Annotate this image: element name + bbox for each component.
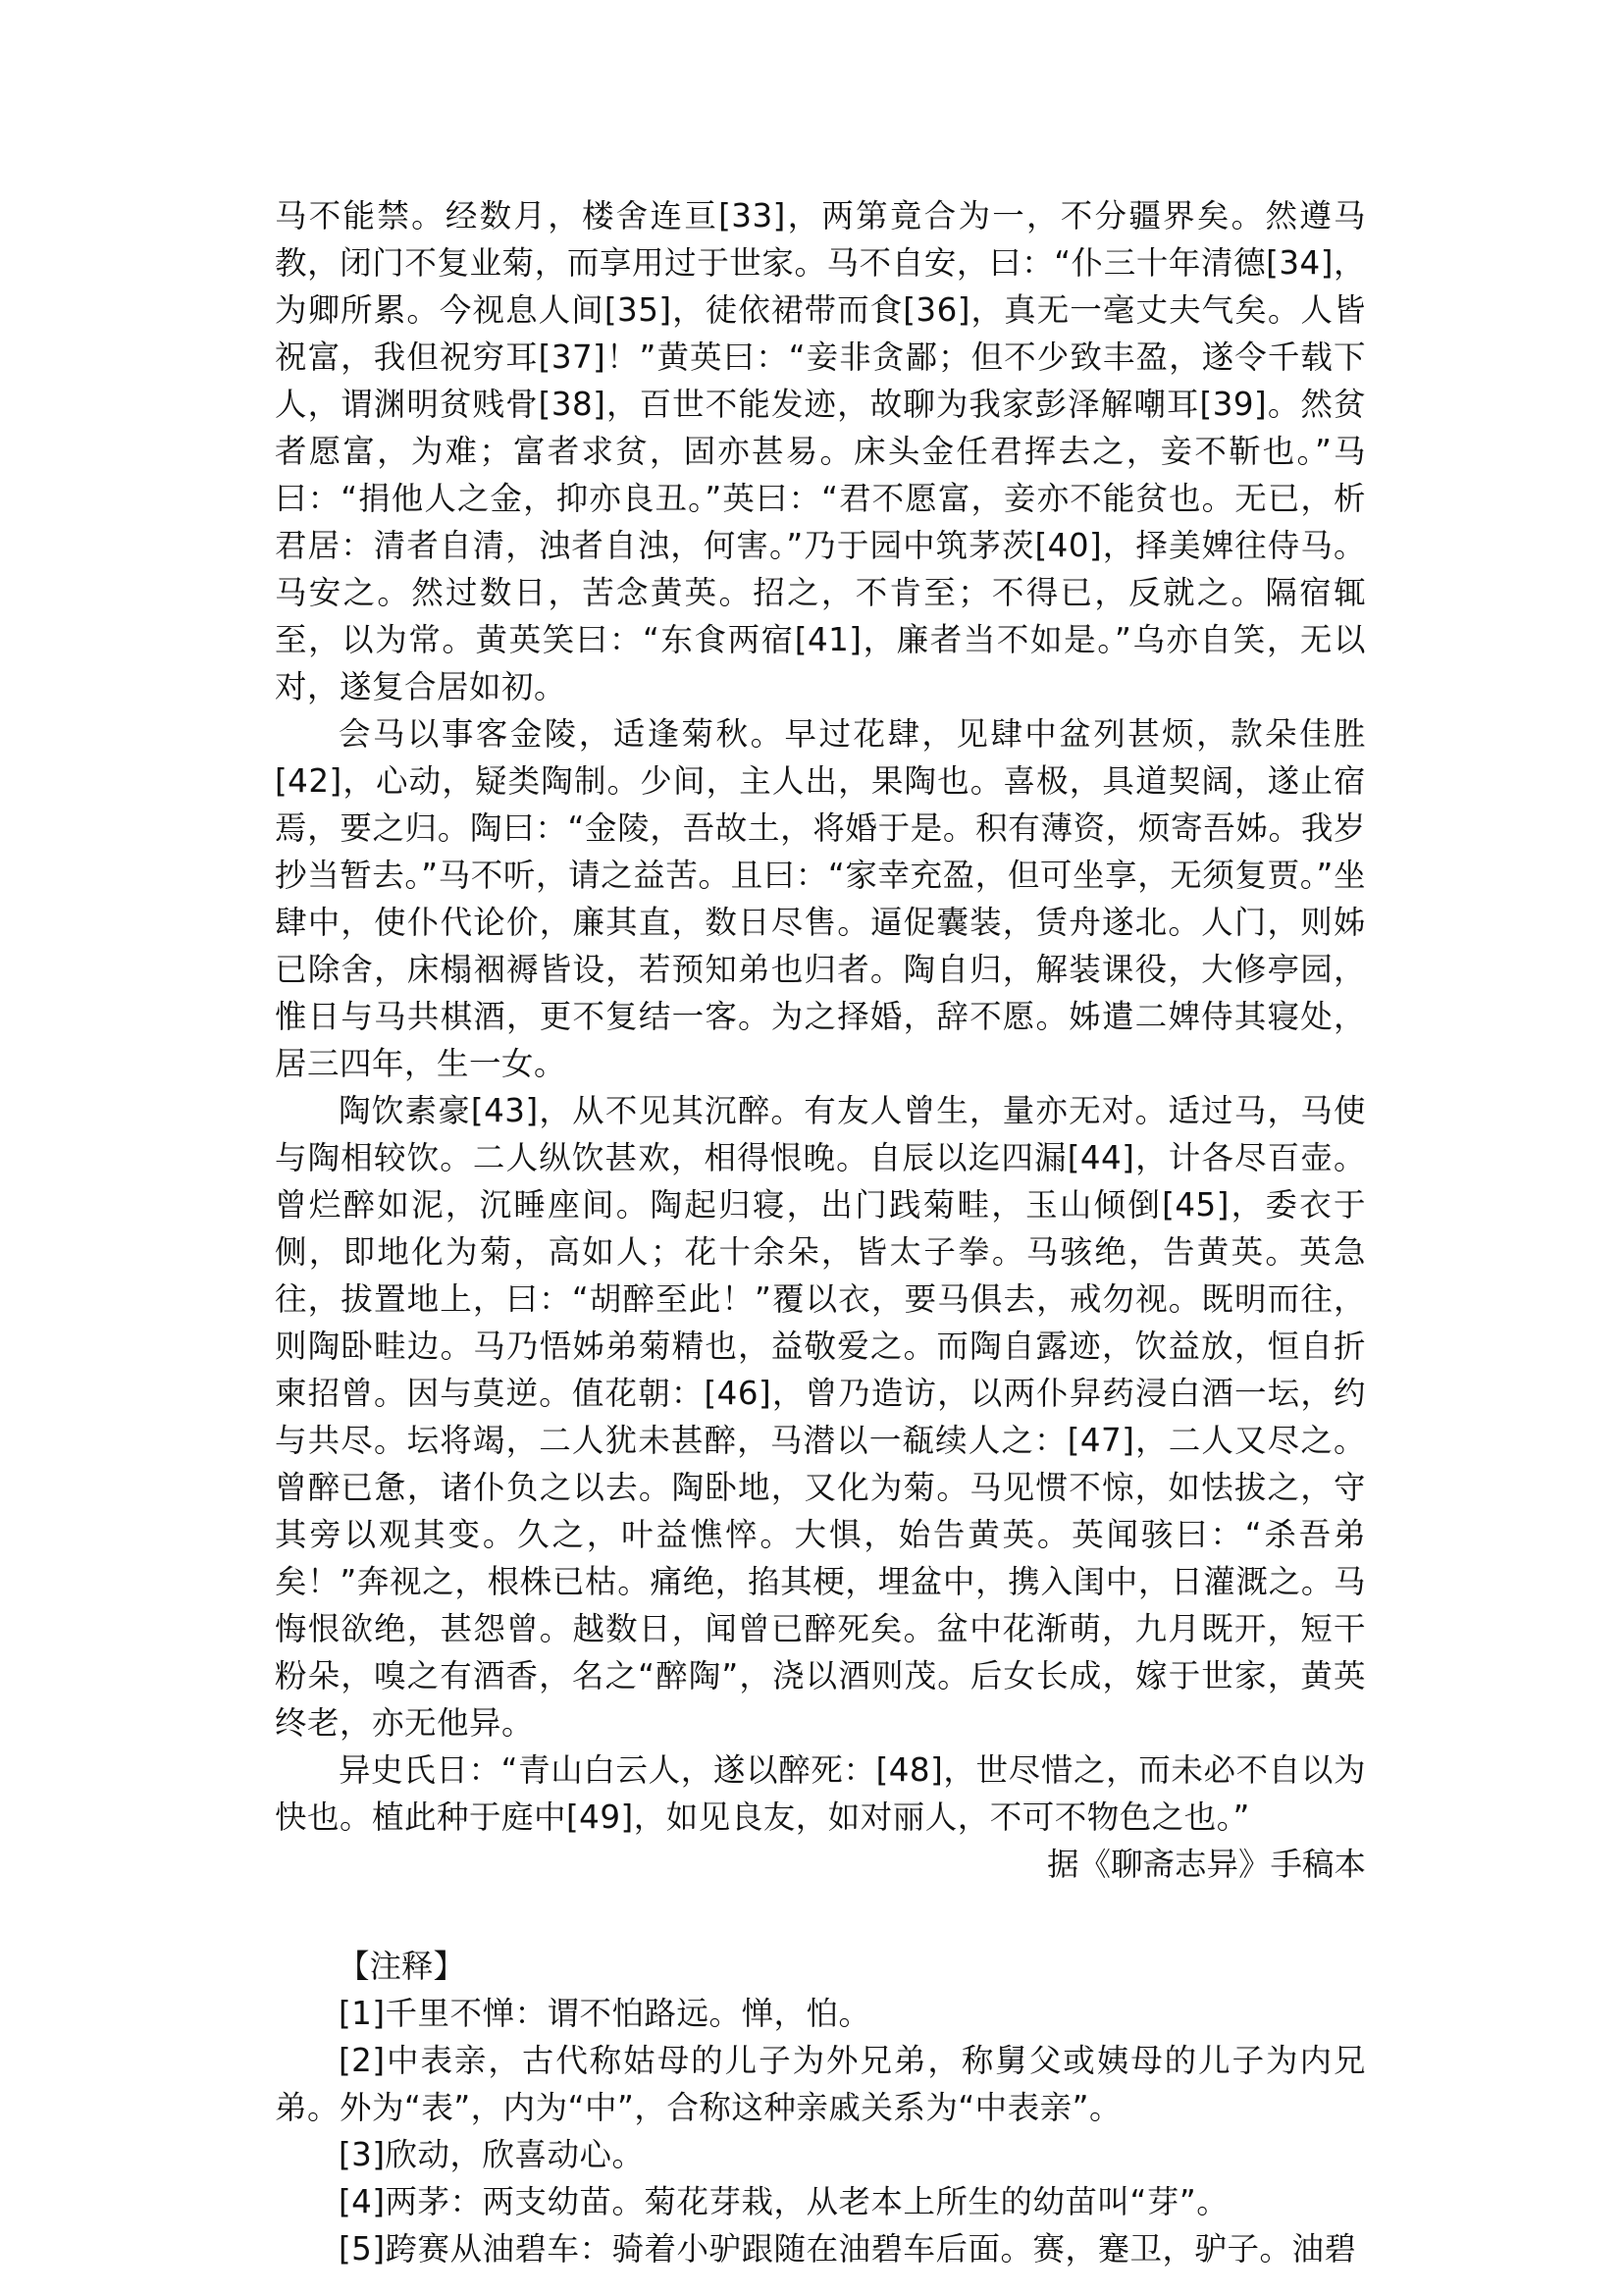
notes-heading: 【注释】 — [338, 1948, 466, 1985]
story-text — [275, 192, 1366, 1888]
note-item-2: [2]中表亲，古代称姑母的儿子为外兄弟，称舅父或姨母的儿子为内兄弟。外为“表”，内为“中”，合称这种亲戚关系为“中表亲”。 — [275, 2042, 1366, 2126]
note-item-5: [5]跨赛从油碧车：骑着小驴跟随在油碧车后面。赛，蹇卫，驴子。油碧 — [339, 2230, 1357, 2268]
notes-section — [275, 1943, 1366, 2272]
note-item-4: [4]两茅：两支幼苗。菊花芽栽，从老本上所生的幼苗叫“芽”。 — [339, 2183, 1230, 2220]
story-paragraph-4: 异史氏日：“青山白云人，遂以醉死：[48]，世尽惜之，而未必不自以为快也。植此种于庭中[49]，如见良友，如对丽人，不可不物色之也。” — [275, 1751, 1366, 1836]
story-paragraph-2: 会马以事客金陵，适逢菊秋。早过花肆，见肆中盆列甚烦，款朵佳胜[42]，心动，疑类陶制。少间，主人出，果陶也。喜极，具道契阔，遂止宿焉，要之归。陶曰：“金陵，吾故土，将婚于是。积有薄资，烦寄吾姊。我岁抄当暂去。”马不听，请之益苦。且曰：“家幸充盈，但可坐享，无须复贾。”坐肆中，使仆代论价，廉其直，数日尽售。逼促囊装，赁舟遂北。人门，则姊已除舍，床榻裀褥皆设，若预知弟也归者。陶自归，解装课役，大修亭园，惟日与马共棋酒，更不复结一客。为之择婚，辞不愿。姊遣二婢侍其寝处，居三四年，生一女。 — [275, 715, 1366, 1082]
source-citation: 据《聊斋志异》手稿本 — [1046, 1846, 1366, 1883]
note-item-1: [1]千里不惮：谓不怕路远。惮，怕。 — [339, 1995, 871, 2032]
story-paragraph-3: 陶饮素豪[43]，从不见其沉醉。有友人曾生，量亦无对。适过马，马使与陶相较饮。二人纵饮甚欢，相得恨晚。自辰以迄四漏[44]，计各尽百壶。曾烂醉如泥，沉睡座间。陶起归寝，出门践菊畦，玉山倾倒[45]，委衣于侧，即地化为菊，高如人；花十余朵，皆太子拳。马骇绝，告黄英。英急往，拔置地上，曰：“胡醉至此！”覆以衣，要马俱去，戒勿视。既明而往，则陶卧畦边。马乃悟姊弟菊精也，益敬爱之。而陶自露迹，饮益放，恒自折柬招曾。因与莫逆。值花朝：[46]，曾乃造访，以两仆舁药浸白酒一坛，约与共尽。坛将竭，二人犹未甚醉，马潜以一瓻续人之：[47]，二人又尽之。曾醉已惫，诸仆负之以去。陶卧地，又化为菊。马见惯不惊，如怯拔之，守其旁以观其变。久之，叶益憔悴。大惧，始告黄英。英闻骇曰：“杀吾弟矣！”奔视之，根株已枯。痛绝，掐其梗，埋盆中，携入闺中，日灌溉之。马悔恨欲绝，甚怨曾。越数日，闻曾已醉死矣。盆中花渐萌，九月既开，短干粉朵，嗅之有酒香，名之“醉陶”，浇以酒则茂。后女长成，嫁于世家，黄英终老，亦无他异。 — [275, 1092, 1366, 1742]
note-item-3: [3]欣动，欣喜动心。 — [339, 2136, 645, 2173]
document-page — [275, 192, 1366, 2272]
story-paragraph-1: 马不能禁。经数月，楼舍连亘[33]，两第竟合为一，不分疆界矣。然遵马教，闭门不复业菊，而享用过于世家。马不自安，曰：“仆三十年清德[34]，为卿所累。今视息人间[35]，徒依裙带而食[36]，真无一毫丈夫气矣。人皆祝富，我但祝穷耳[37]！”黄英曰：“妾非贪鄙；但不少致丰盈，遂令千载下人，谓渊明贫贱骨[38]，百世不能发迹，故聊为我家彭泽解嘲耳[39]。然贫者愿富，为难；富者求贫，固亦甚易。床头金任君挥去之，妾不靳也。”马曰：“捐他人之金，抑亦良丑。”英曰：“君不愿富，妾亦不能贫也。无已，析君居：清者自清，浊者自浊，何害。”乃于园中筑茅茨[40]，择美婢往侍马。马安之。然过数日，苦念黄英。招之，不肯至；不得已，反就之。隔宿辄至，以为常。黄英笑曰：“东食两宿[41]，廉者当不如是。”乌亦自笑，无以对，遂复合居如初。 — [275, 197, 1366, 705]
